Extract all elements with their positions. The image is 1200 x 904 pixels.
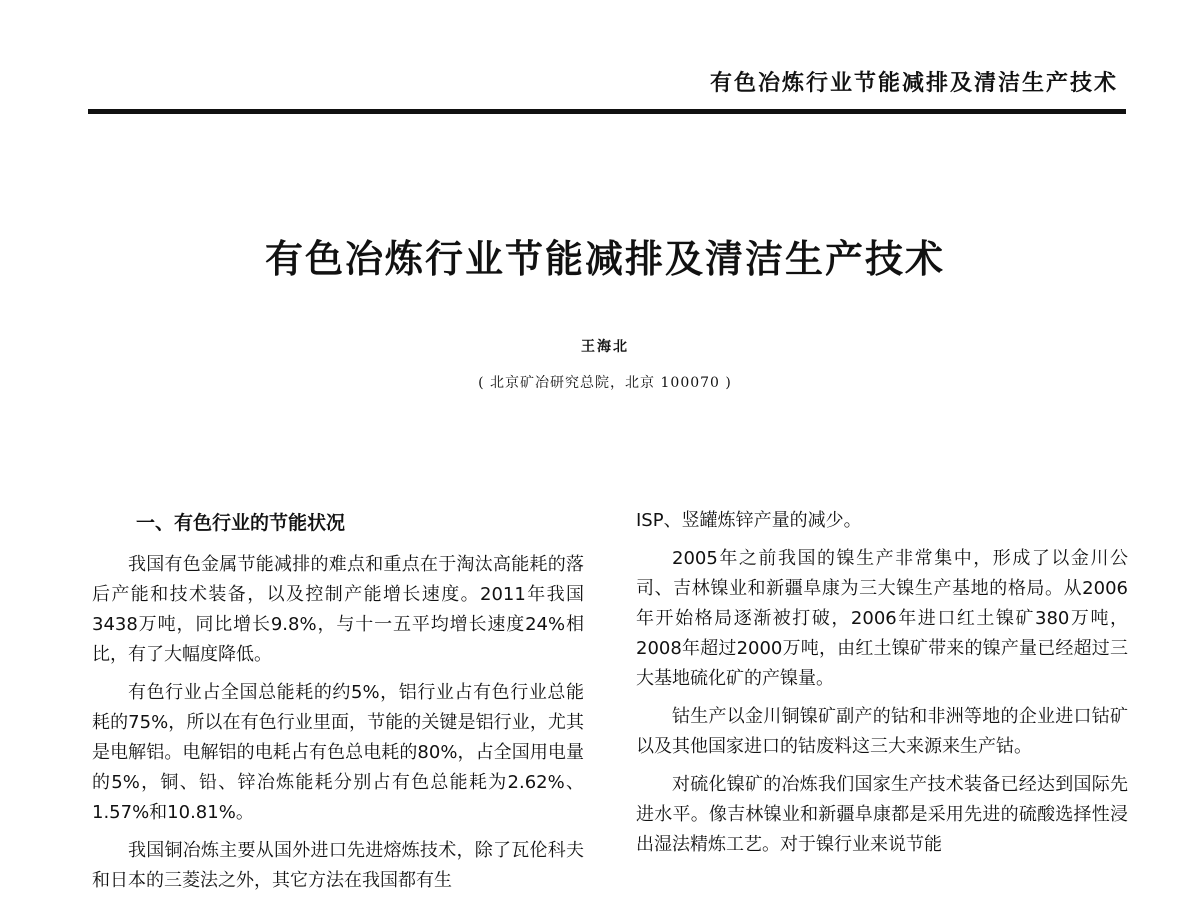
article-title: 有色冶炼行业节能减排及清洁生产技术 — [264, 237, 945, 281]
running-header: 有色冶炼行业节能减排及清洁生产技术 — [709, 71, 1118, 96]
header-rule — [88, 109, 1126, 114]
article-author: 王海北 — [581, 339, 629, 355]
right-column — [636, 506, 1128, 868]
paragraph: 我国有色金属节能减排的难点和重点在于淘汰高能耗的落后产能和技术装备，以及控制产能增长速度。2011年我国3438万吨，同比增长9.8%，与十一五平均增长速度24%相比，有了大幅度降低。 — [92, 554, 584, 665]
paragraph: 有色行业占全国总能耗的约5%，铝行业占有色行业总能耗的75%，所以在有色行业里面，节能的关键是铝行业，尤其是电解铝。电解铝的电耗占有色总电耗的80%，占全国用电量的5%，铜、铅、锌冶炼能耗分别占有色总能耗为2.62%、1.57%和10.81%。 — [92, 682, 584, 823]
paragraph: 我国铜冶炼主要从国外进口先进熔炼技术，除了瓦伦科夫和日本的三菱法之外，其它方法在我国都有生 — [92, 840, 584, 891]
section-heading: 一、有色行业的节能状况 — [136, 512, 346, 534]
paragraph: 钴生产以金川铜镍矿副产的钴和非洲等地的企业进口钴矿以及其他国家进口的钴废料这三大来源来生产钴。 — [636, 706, 1128, 757]
article-affiliation: ( 北京矿冶研究总院，北京 100070 ) — [478, 375, 732, 391]
left-column — [92, 506, 584, 904]
paragraph-continued: ISP、竖罐炼锌产量的减少。 — [636, 510, 862, 531]
paragraph: 2005年之前我国的镍生产非常集中，形成了以金川公司、吉林镍业和新疆阜康为三大镍生产基地的格局。从2006年开始格局逐渐被打破，2006年进口红土镍矿380万吨，2008年超过2000万吨，由红土镍矿带来的镍产量已经超过三大基地硫化矿的产镍量。 — [636, 548, 1128, 689]
paragraph: 对硫化镍矿的冶炼我们国家生产技术装备已经达到国际先进水平。像吉林镍业和新疆阜康都是采用先进的硫酸选择性浸出湿法精炼工艺。对于镍行业来说节能 — [636, 774, 1128, 855]
